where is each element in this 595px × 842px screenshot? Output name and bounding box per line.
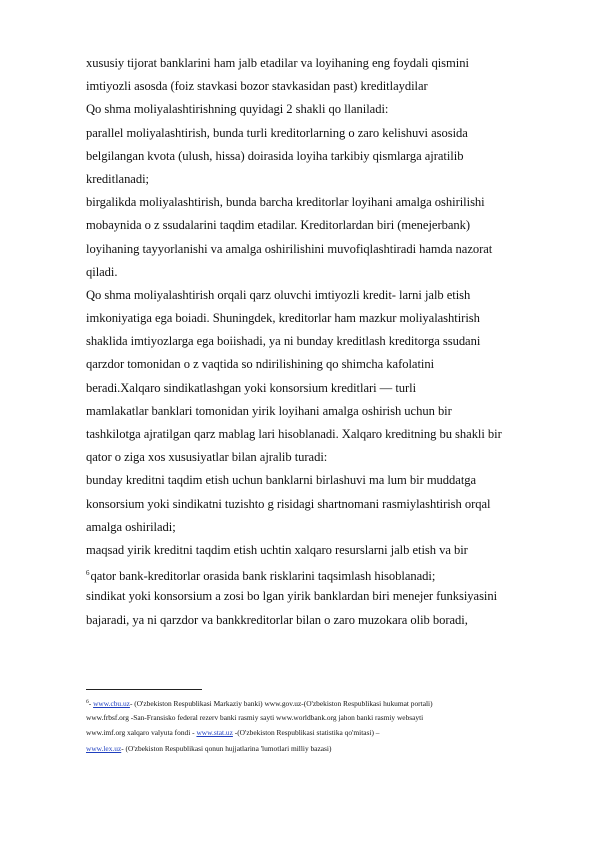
footnote-text: www.imf.org xalqaro valyuta fondi - xyxy=(86,728,197,738)
body-line-text: qator bank-kreditorlar orasida bank risklarini taqsimlash hisoblanadi; xyxy=(90,569,436,584)
footnote-marker: 6 xyxy=(86,699,89,705)
body-line: birgalikda moliyalashtirish, bunda barcha kreditorlar loyihani amalga oshirilishi xyxy=(86,195,485,210)
footnote-divider xyxy=(86,689,202,690)
body-line: imkoniyatiga ega boiadi. Shuningdek, kreditorlar ham mazkur moliyalashtirish xyxy=(86,311,480,326)
body-line: bunday kreditni taqdim etish uchun banklarni birlashuvi ma lum bir muddatga xyxy=(86,473,477,488)
body-text xyxy=(86,52,556,632)
footnote-text: - xyxy=(88,699,94,708)
body-line: maqsad yirik kreditni taqdim etish uchtin xalqaro resurslarni jalb etish va bir xyxy=(86,542,468,557)
body-line: qiladi. xyxy=(86,264,118,279)
footnote-line xyxy=(86,741,566,756)
body-line: shaklida imtiyozlarga ega boiishadi, ya ni bunday kreditlash kreditorga ssudani xyxy=(86,334,481,349)
footnotes xyxy=(86,695,566,756)
body-line: qarzdor tomonidan o z vaqtida so ndirilishining qo shimcha kafolatini xyxy=(86,357,435,372)
body-line: amalga oshiriladi; xyxy=(86,519,176,534)
stat-link[interactable]: www.stat.uz xyxy=(196,728,233,738)
body-line: beradi.Xalqaro sindikatlashgan yoki konsorsium kreditlari — turli xyxy=(86,380,417,395)
body-line: belgilangan kvota (ulush, hissa) doirasida loyiha tarkibiy qismlarga ajratilib xyxy=(86,148,464,163)
body-line: tashkilotga ajratilgan qarz mablag lari hisoblanadi. Xalqaro kreditning bu shakli bir xyxy=(86,427,502,441)
footnote-reference[interactable]: 6 xyxy=(86,569,90,578)
body-line: imtiyozli asosda (foiz stavkasi bozor stavkasidan past) kreditlaydilar xyxy=(86,79,428,94)
body-line: xususiy tijorat banklarini ham jalb etadilar va loyihaning eng foydali qismini xyxy=(86,56,469,70)
body-line: Qo shma moliyalashtirishning quyidagi 2 shakli qo llaniladi: xyxy=(86,102,389,117)
footnote-text: www.frbsf.org -San-Fransisko federal rezerv banki rasmiy sayti www.worldbank.org jahon banki rasmiy websayti xyxy=(86,713,424,723)
body-line: mobaynida o z ssudalarini taqdim etadilar. Kreditorlardan biri (menejerbank) xyxy=(86,218,471,233)
body-line: qator o ziga xos xususiyatlar bilan ajralib turadi: xyxy=(86,450,328,465)
body-line: sindikat yoki konsorsium a zosi bo lgan yirik banklardan biri menejer funksiyasini xyxy=(86,589,498,604)
body-line: kreditlanadi; xyxy=(86,171,149,186)
body-line: parallel moliyalashtirish, bunda turli kreditorlarning o zaro kelishuvi asosida xyxy=(86,125,468,140)
body-line xyxy=(86,562,556,585)
body-line: konsorsium yoki sindikatni tuzishto g risidagi shartnomani rasmiylashtirish orqal xyxy=(86,496,491,511)
lex-link[interactable]: www.lex.uz xyxy=(86,743,122,753)
footnote-text: -(O'zbekiston Respublikasi statistika qo'mitasi) – xyxy=(232,728,380,738)
footnote-text: - (O'zbekiston Respublikasi Markaziy banki) www.gov.uz-(O'zbekiston Respublikasi hukumat portali) xyxy=(129,699,433,708)
footnote-line xyxy=(86,725,566,740)
body-line: mamlakatlar banklari tomonidan yirik loyihani amalga oshirish uchun bir xyxy=(86,403,452,418)
body-line: loyihaning tayyorlanishi va amalga oshirilishini muvofiqlashtiradi hamda nazorat xyxy=(86,241,493,256)
footnote-line xyxy=(86,710,566,725)
footnote-text: - (O'zbekiston Respublikasi qonun hujjatlarina 'lumotlari milliy bazasi) xyxy=(121,743,332,753)
body-line: Qo shma moliyalashtirish orqali qarz oluvchi imtiyozli kredit- larni jalb etish xyxy=(86,287,471,302)
cbu-link[interactable]: www.cbu.uz xyxy=(93,699,130,708)
footnote-line xyxy=(86,695,566,710)
body-line: bajaradi, ya ni qarzdor va bankkreditorlar bilan o zaro muzokara olib boradi, xyxy=(86,612,468,627)
